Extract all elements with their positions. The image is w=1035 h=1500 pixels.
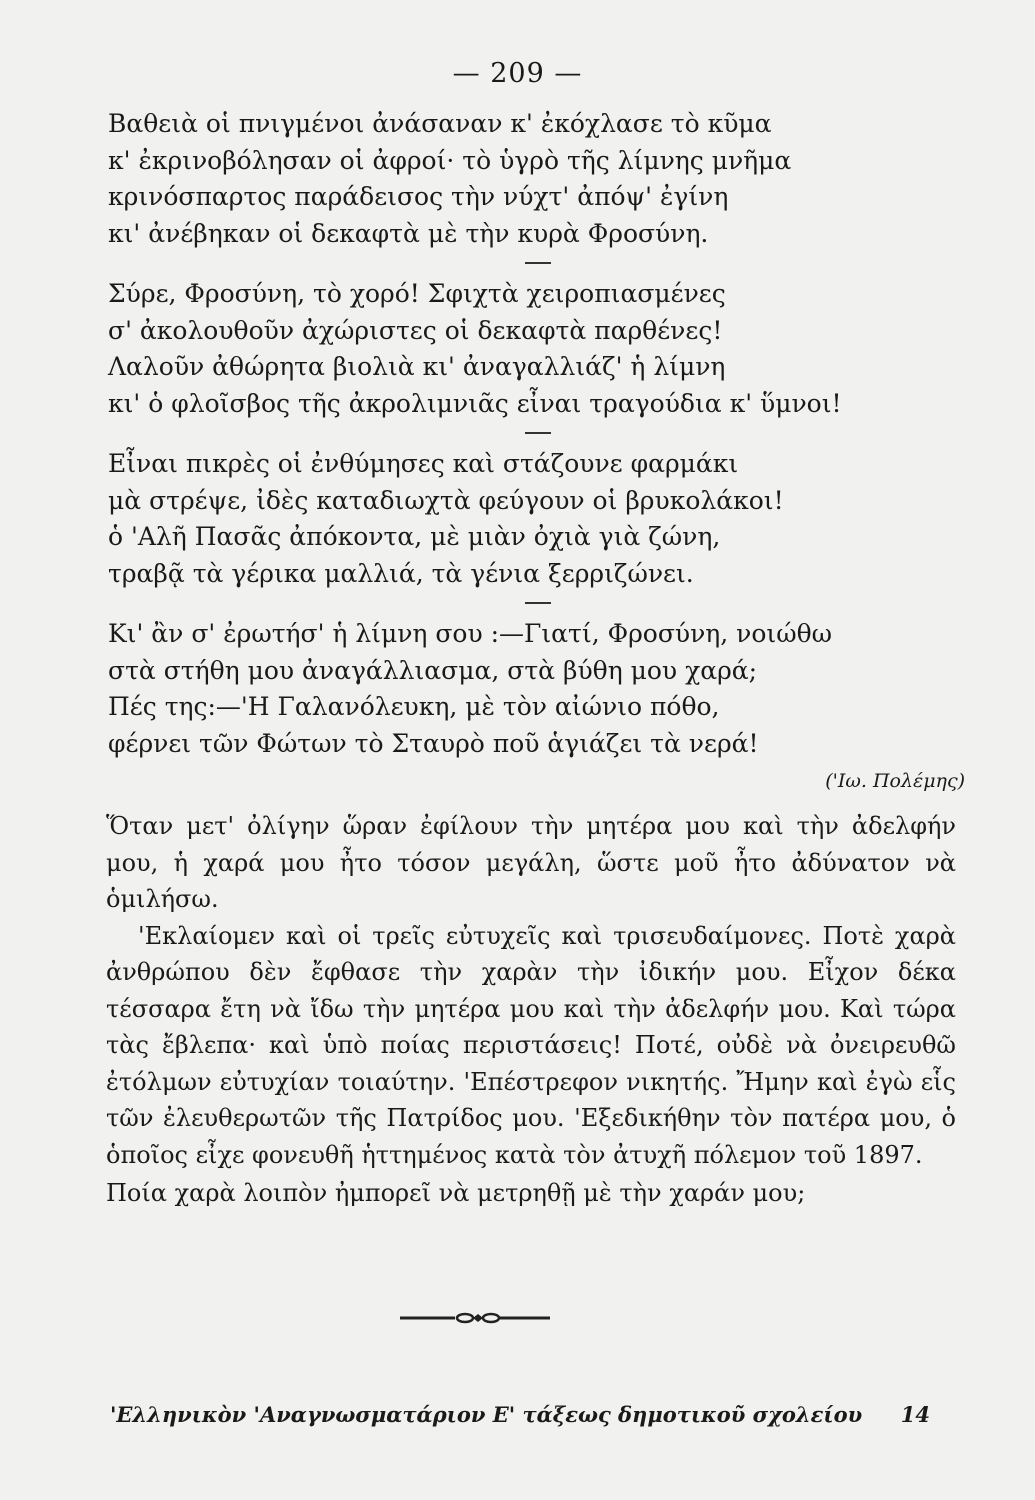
poem-line: Πές της:—'Η Γαλανόλευκη, μὲ τὸν αἰώνιο πόθο, bbox=[108, 692, 720, 721]
poem bbox=[108, 106, 968, 762]
footer-book-title: 'Ελληνικὸν 'Αναγνωσματάριον Ε' τάξεως δημοτικοῦ σχολείου bbox=[110, 1402, 863, 1427]
poem-stanza-4 bbox=[108, 616, 968, 762]
poem-line: κρινόσπαρτος παράδεισος τὴν νύχτ' ἀπόψ' ἐγίνη bbox=[108, 182, 729, 211]
paragraph: Ποία χαρὰ λοιπὸν ἠμπορεῖ νὰ μετρηθῇ μὲ τὴν χαράν μου; bbox=[106, 1179, 806, 1207]
poem-line: Σύρε, Φροσύνη, τὸ χορό! Σφιχτὰ χειροπιασμένες bbox=[108, 279, 726, 308]
poem-line: κι' ἀνέβηκαν οἱ δεκαφτὰ μὲ τὴν κυρὰ Φροσύνη. bbox=[108, 218, 709, 248]
poem-line: μὰ στρέψε, ἰδὲς καταδιωχτὰ φεύγουν οἱ βρυκολάκοι! bbox=[108, 485, 784, 515]
poem-attribution: ('Ιω. Πολέμης) bbox=[825, 770, 965, 792]
poem-line: Βαθειὰ οἱ πνιγμένοι ἀνάσαναν κ' ἐκόχλασε τὸ κῦμα bbox=[108, 109, 772, 138]
poem-stanza-2 bbox=[108, 276, 968, 422]
page-number: — 209 — bbox=[452, 58, 583, 89]
ornament-divider bbox=[400, 1308, 550, 1328]
poem-line: κι' ὁ φλοῖσβος τῆς ἀκρολιμνιᾶς εἶναι τραγούδια κ' ὕμνοι! bbox=[108, 388, 842, 418]
poem-stanza-3 bbox=[108, 446, 968, 592]
page-footer bbox=[110, 1402, 930, 1427]
paragraph: 'Εκλαίομεν καὶ οἱ τρεῖς εὐτυχεῖς καὶ τρισευδαίμονες. Ποτὲ χαρὰ ἀνθρώπου δὲν ἔφθασε τὴν χαρὰν τὴν ἰδικήν μου. Εἶχον δέκα τέσσαρα ἔτη νὰ ἴδω τὴν μητέρα μου καὶ τὴν ἀδελφήν μου. Καὶ τώρα τὰς ἔβλεπα· καὶ ὑπὸ ποίας περιστάσεις! Ποτέ, οὐδὲ νὰ ὀνειρευθῶ ἐτόλμων εὐτυχίαν τοιαύτην. 'Επέστρεφον νικητής. Ἤμην καὶ ἐγὼ εἷς τῶν ἐλευθερωτῶν τῆς Πατρίδος μου. 'Εξεδικήθην τὸν πατέρα μου, ὁ ὁποῖος εἶχε φονευθῆ ἡττημένος κατὰ τὸν ἀτυχῆ πόλεμον τοῦ 1897. bbox=[106, 921, 956, 1169]
poem-line: Λαλοῦν ἀθώρητα βιολιὰ κι' ἀναγαλλιάζ' ἡ λίμνη bbox=[108, 352, 726, 381]
stanza-divider bbox=[525, 432, 551, 434]
poem-line: φέρνει τῶν Φώτων τὸ Σταυρὸ ποῦ ἁγιάζει τὰ νερά! bbox=[108, 728, 759, 758]
poem-line: τραβᾷ τὰ γέρικα μαλλιά, τὰ γένια ξερριζώνει. bbox=[108, 558, 694, 588]
footer-sheet-number: 14 bbox=[900, 1402, 930, 1427]
poem-line: σ' ἀκολουθοῦν ἀχώριστες οἱ δεκαφτὰ παρθένες! bbox=[108, 315, 723, 345]
poem-line: ὁ 'Αλῆ Πασᾶς ἀπόκοντα, μὲ μιὰν ὀχιὰ γιὰ ζώνη, bbox=[108, 522, 721, 551]
paragraph: Ὅταν μετ' ὀλίγην ὥραν ἐφίλουν τὴν μητέρα μου καὶ τὴν ἀδελφήν μου, ἡ χαρά μου ἦτο τόσον μεγάλη, ὥστε μοῦ ἦτο ἀδύνατον νὰ ὁμιλήσω. bbox=[106, 812, 956, 913]
poem-stanza-1 bbox=[108, 106, 968, 252]
poem-line: Εἶναι πικρὲς οἱ ἐνθύμησες καὶ στάζουνε φαρμάκι bbox=[108, 449, 739, 478]
poem-line: κ' ἐκρινοβόλησαν οἱ ἀφροί· τὸ ὑγρὸ τῆς λίμνης μνῆμα bbox=[108, 145, 792, 175]
stanza-divider bbox=[525, 262, 551, 264]
prose-body bbox=[106, 808, 956, 1212]
poem-line: Κι' ἂν σ' ἐρωτήσ' ἡ λίμνη σου :—Γιατί, Φροσύνη, νοιώθω bbox=[108, 619, 833, 648]
poem-line: στὰ στήθη μου ἀναγάλλιασμα, στὰ βύθη μου χαρά; bbox=[108, 655, 758, 685]
stanza-divider bbox=[525, 602, 551, 604]
